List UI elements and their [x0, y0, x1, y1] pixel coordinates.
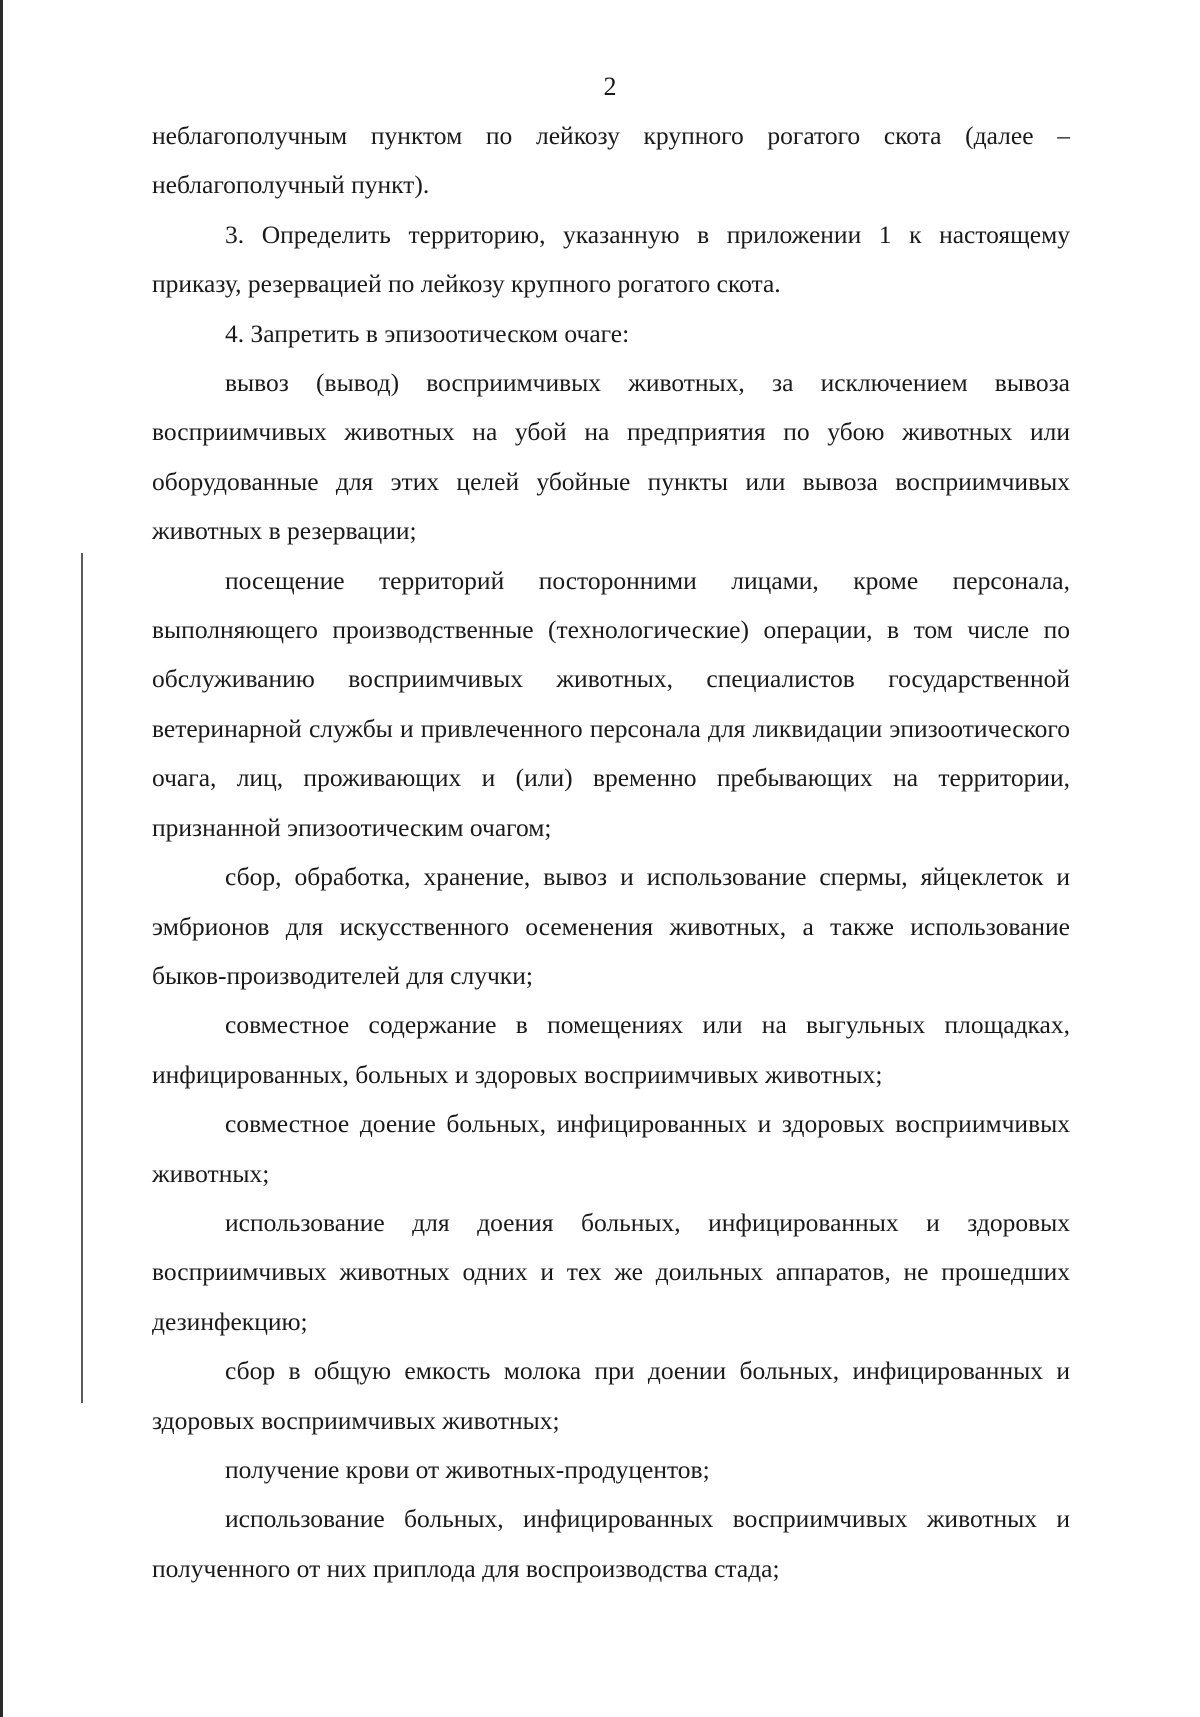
paragraph-item-3: 3. Определить территорию, указанную в приложении 1 к настоящему приказу, резервацией по лейкозу крупного рогатого скота. — [152, 219, 1070, 299]
scan-margin-line — [81, 553, 83, 1403]
paragraph-continuation: неблагополучным пунктом по лейкозу крупного рогатого скота (далее – неблагополучный пункт). — [152, 121, 1070, 200]
paragraph-prohibition-breeding: использование больных, инфицированных восприимчивых животных и полученного от них приплода для воспроизводства стада; — [152, 1504, 1070, 1583]
document-body — [152, 111, 1070, 1593]
paragraph-prohibition-removal: вывоз (вывод) восприимчивых животных, за исключением вывоза восприимчивых животных на убой на предприятия по убою животных или оборудованные для этих целей убойные пункты или вывоза восприимчивых животных в резервации; — [152, 368, 1070, 546]
paragraph-prohibition-visits: посещение территорий посторонними лицами, кроме персонала, выполняющего производственные (технологические) операции, в том числе по обслуживанию восприимчивых животных, специалистов государственной ветеринарной службы и привлеченного персонала для ликвидации эпизоотического очага, лиц, проживающих и (или) временно пребывающих на территории, признанной эпизоотическим очагом; — [152, 565, 1070, 842]
paragraph-prohibition-joint-keeping: совместное содержание в помещениях или на выгульных площадках, инфицированных, больных и здоровых восприимчивых животных; — [152, 1010, 1070, 1089]
paragraph-item-4-heading: 4. Запретить в эпизоотическом очаге: — [225, 318, 630, 348]
paragraph-prohibition-joint-milking: совместное доение больных, инфицированных и здоровых восприимчивых животных; — [152, 1109, 1070, 1188]
page-number: 2 — [603, 72, 617, 101]
paragraph-prohibition-sperm: сбор, обработка, хранение, вывоз и использование спермы, яйцеклеток и эмбрионов для искусственного осеменения животных, а также использование быков-производителей для случки; — [152, 862, 1070, 990]
paragraph-prohibition-milk-collection: сбор в общую емкость молока при доении больных, инфицированных и здоровых восприимчивых животных; — [152, 1356, 1070, 1435]
paragraph-prohibition-blood: получение крови от животных-продуцентов; — [225, 1454, 710, 1484]
paragraph-prohibition-milking-devices: использование для доения больных, инфицированных и здоровых восприимчивых животных одних и тех же доильных аппаратов, не прошедших дезинфекцию; — [152, 1207, 1070, 1336]
scan-left-edge — [0, 0, 3, 1717]
